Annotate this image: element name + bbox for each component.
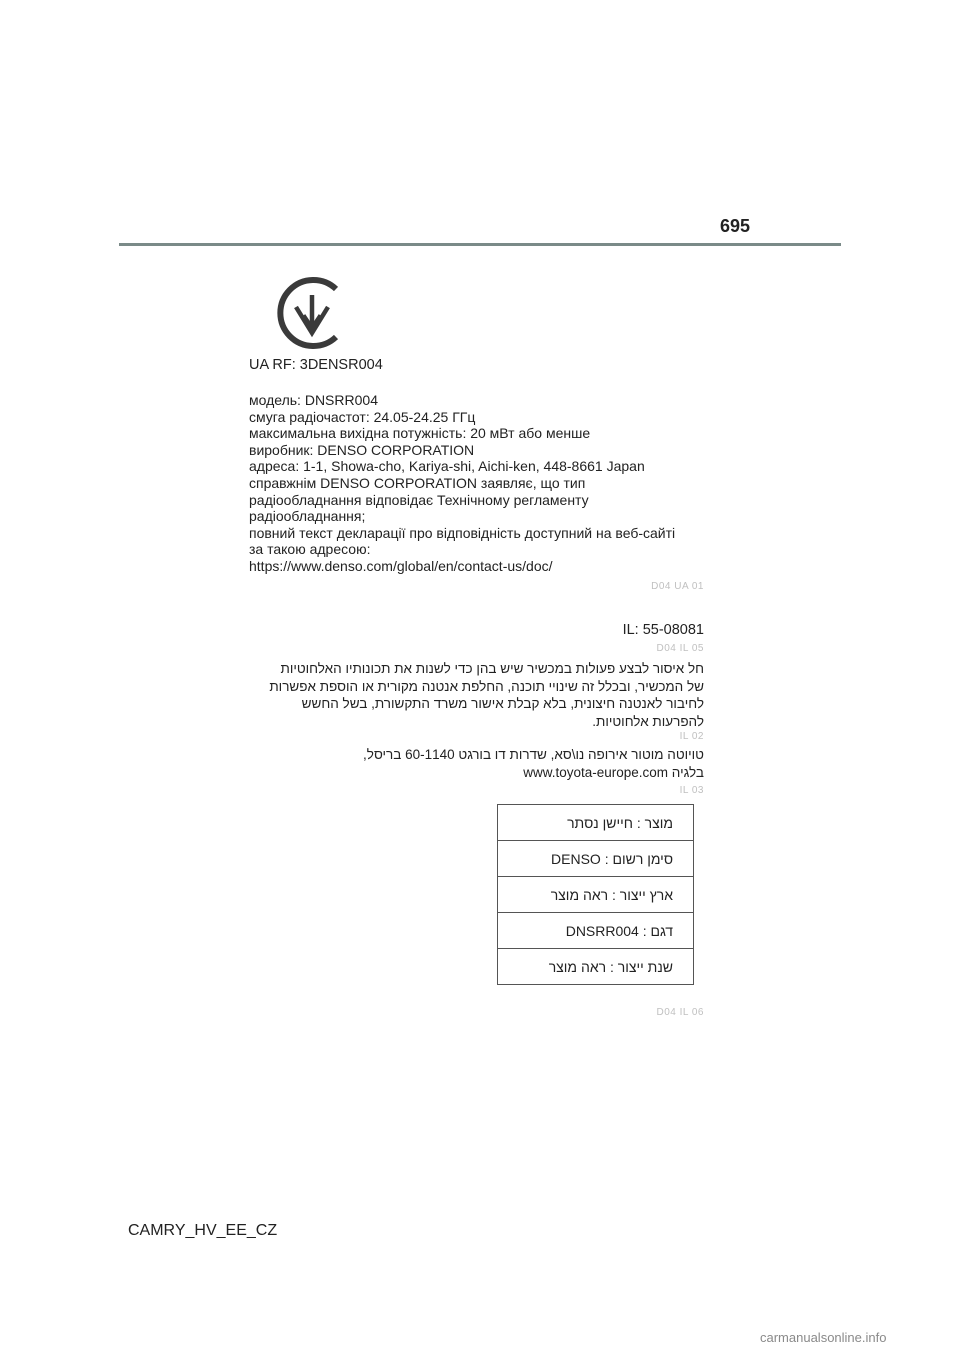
table-row — [498, 805, 694, 841]
table-cell: סימן רשום : DENSO — [498, 841, 694, 877]
table-cell: דגם : DNSRR004 — [498, 913, 694, 949]
ukrainian-conformity-mark-icon — [274, 275, 350, 351]
table-row — [498, 949, 694, 985]
table-cell: שנת ייצור : ראה מוצר — [498, 949, 694, 985]
he-line: של המכשיר, ובכלל זה שינויי תוכנה, החלפת אנטנה מקורית או הוספת אפשרות — [269, 678, 704, 694]
watermark: carmanualsonline.info — [760, 1330, 887, 1345]
table-row — [498, 913, 694, 949]
section-code: D04 IL 05 — [656, 643, 704, 654]
ua-line: за такою адресою: — [249, 541, 371, 558]
ua-line: максимальна вихідна потужність: 20 мВт або менше — [249, 425, 591, 442]
he-line: חל איסור לבצע פעולות במכשיר שיש בהן כדי לשנות את תכונותיו האלחוטיות — [280, 661, 704, 676]
il-paragraph-2 — [244, 746, 704, 781]
table-row — [498, 841, 694, 877]
ua-line: смуга радіочастот: 24.05-24.25 ГГц — [249, 408, 476, 425]
section-code: D04 IL 06 — [656, 1007, 704, 1018]
he-line: בלגיה www.toyota-europe.com — [523, 764, 704, 780]
he-line: לחיבור לאנטנה חיצונית, בלא קבלת אישור משרד התקשורת, בשל החשש — [301, 696, 704, 711]
he-line: טויוטה מוטור אירופה נו\סא, שדרות דו בורגט 60-1140 בריסל, — [363, 747, 704, 762]
ua-line: радіообладнання відповідає Технічному регламенту — [249, 491, 589, 508]
section-code: D04 UA 01 — [651, 581, 704, 592]
ua-line: модель: DNSRR004 — [249, 392, 378, 408]
ua-declaration — [249, 392, 719, 575]
table-cell: ארץ ייצור : ראה מוצר — [498, 877, 694, 913]
footer-model-code: CAMRY_HV_EE_CZ — [128, 1222, 278, 1239]
il-paragraph-1 — [244, 660, 704, 730]
ua-line: радіообладнання; — [249, 508, 366, 525]
table-row — [498, 877, 694, 913]
il-code: IL: 55-08081 — [622, 622, 704, 638]
ua-line: адреса: 1-1, Showa-cho, Kariya-shi, Aichi-ken, 448-8661 Japan — [249, 458, 645, 475]
page-number: 695 — [720, 216, 751, 236]
header-rule — [119, 243, 841, 246]
he-line: להפרעות אלחוטיות. — [592, 713, 704, 729]
section-code: IL 03 — [679, 785, 704, 796]
section-code: IL 02 — [679, 731, 704, 742]
ua-rf-code: UA RF: 3DENSR004 — [249, 357, 383, 373]
ua-line: справжнім DENSO CORPORATION заявляє, що тип — [249, 474, 586, 491]
ua-line: виробник: DENSO CORPORATION — [249, 441, 475, 458]
table-cell: מוצר : חיישן נסתר — [498, 805, 694, 841]
ua-line: https://www.denso.com/global/en/contact-us/doc/ — [249, 557, 553, 574]
product-info-table — [497, 804, 694, 985]
ua-line: повний текст декларації про відповідність доступний на веб-сайті — [249, 524, 676, 541]
